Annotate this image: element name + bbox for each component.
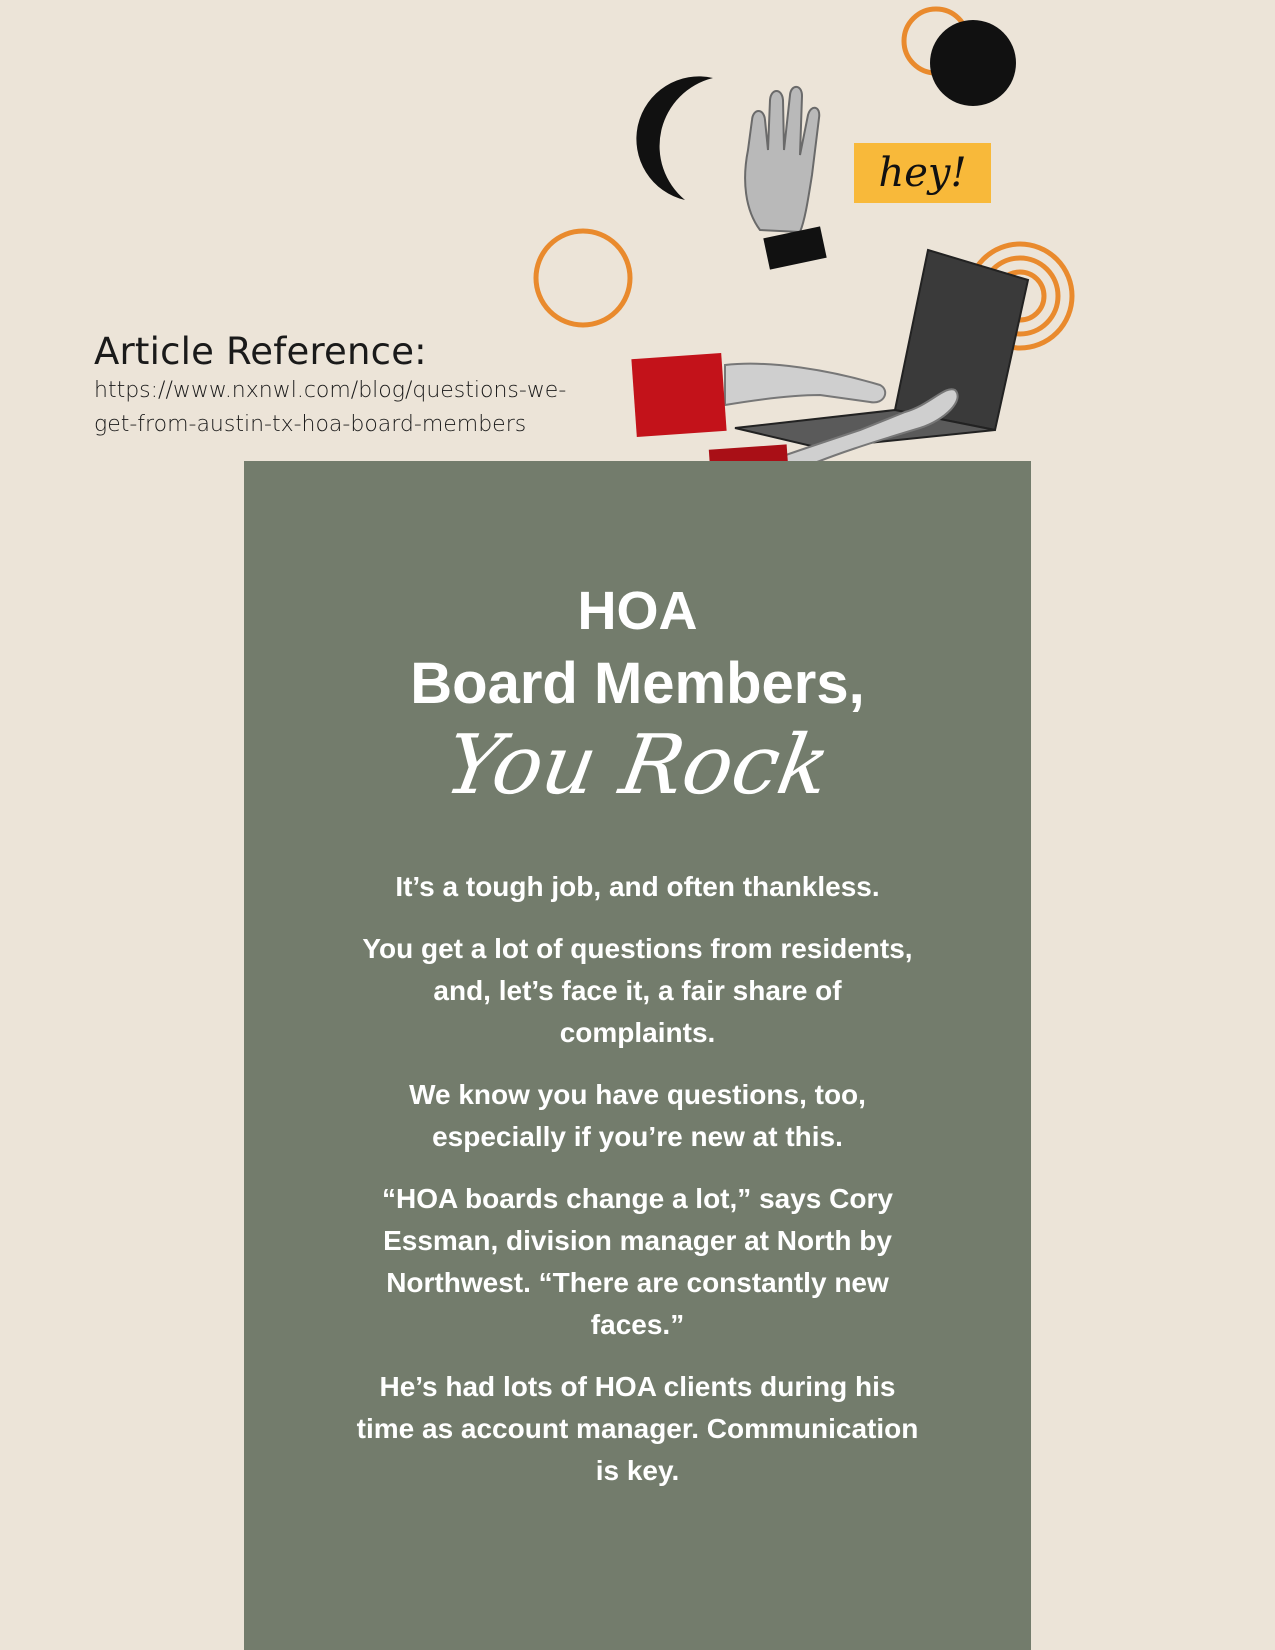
headline-board-members: Board Members, (410, 651, 865, 716)
paragraph: “HOA boards change a lot,” says Cory Essman, division manager at North by Northwest. “There are constantly new faces.” (382, 1183, 893, 1340)
reference-title: Article Reference: (94, 330, 427, 373)
typing-hand-icon (725, 364, 885, 405)
paragraph: We know you have questions, too, especially if you’re new at this. (409, 1079, 866, 1152)
paragraph: You get a lot of questions from residents, and, let’s face it, a fair share of complaints. (362, 933, 913, 1048)
black-dot-icon (930, 20, 1016, 106)
article-reference (94, 330, 594, 442)
paragraph: It’s a tough job, and often thankless. (395, 871, 880, 902)
red-square-icon (631, 353, 726, 437)
headline-hoa: HOA (577, 581, 698, 641)
crescent-moon-icon (636, 76, 713, 200)
hey-sticker: hey! (854, 143, 991, 203)
headline-you-rock: You Rock (438, 718, 837, 813)
paragraph: He’s had lots of HOA clients during his time as account manager. Communication is key. (356, 1371, 919, 1486)
content-panel (244, 461, 1031, 1650)
orange-ring-left-icon (536, 231, 630, 325)
body-text (354, 866, 921, 1512)
reference-url[interactable]: https://www.nxnwl.com/blog/questions-we-get-from-austin-tx-hoa-board-members (94, 378, 567, 437)
waving-hand-icon (745, 87, 827, 270)
laptop-icon (735, 250, 1028, 448)
